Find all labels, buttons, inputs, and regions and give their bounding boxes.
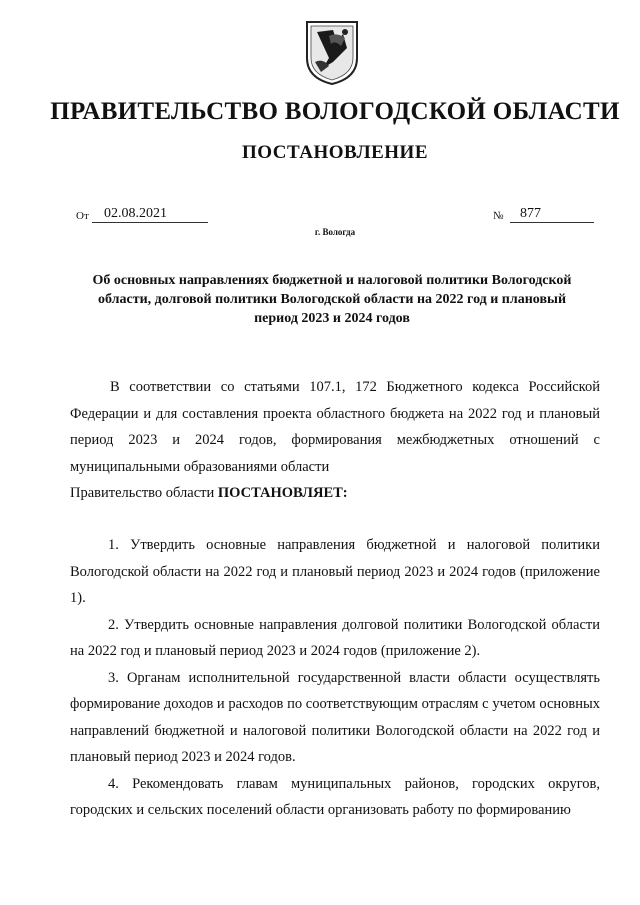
- date-label: От: [76, 210, 89, 222]
- resolution-keyword: ПОСТАНОВЛЯЕТ:: [217, 485, 348, 501]
- city-label: г. Вологда: [314, 227, 356, 237]
- list-item: 4. Рекомендовать главам муниципальных районов, городских округов, городских и сельских поселений области организовать работу по формированию: [70, 775, 600, 818]
- preamble-paragraph: В соответствии со статьями 107.1, 172 Бюджетного кодекса Российской Федерации и для составления проекта областного бюджета на 2022 год и плановый период 2023 и 2024 годов, формирования межбюджетных отношений с муниципальными образованиями области: [70, 379, 600, 475]
- government-title: ПРАВИТЕЛЬСТВО ВОЛОГОДСКОЙ ОБЛАСТИ: [50, 98, 620, 125]
- list-item: 3. Органам исполнительной государственной власти области осуществлять формирование доходов и расходов по соответствующим отраслям с учетом основных направлений бюджетной и налоговой политики Вологодской области на 2022 год и плановый период 2023 и 2024 годов.: [70, 669, 600, 765]
- number-label: №: [493, 210, 504, 222]
- document-type: ПОСТАНОВЛЕНИЕ: [241, 142, 429, 163]
- date-underline: [92, 222, 208, 223]
- list-item: 2. Утвердить основные направления долговой политики Вологодской области на 2022 год и плановый период 2023 и 2024 годов (приложение 2).: [70, 616, 600, 659]
- resolution-line: [70, 480, 600, 507]
- document-number: 877: [520, 206, 541, 221]
- document-date: 02.08.2021: [104, 206, 167, 221]
- number-underline: [510, 222, 594, 223]
- resolution-prefix: Правительство области: [70, 485, 218, 501]
- document-subject: Об основных направлениях бюджетной и налоговой политики Вологодской области, долговой политики Вологодской области на 2022 год и плановый период 2023 и 2024 годов: [92, 273, 572, 326]
- coat-of-arms-icon: [303, 18, 361, 86]
- list-item: 1. Утвердить основные направления бюджетной и налоговой политики Вологодской области на 2022 год и плановый период 2023 и 2024 годов (приложение 1).: [70, 537, 600, 606]
- resolution-items: [70, 532, 600, 824]
